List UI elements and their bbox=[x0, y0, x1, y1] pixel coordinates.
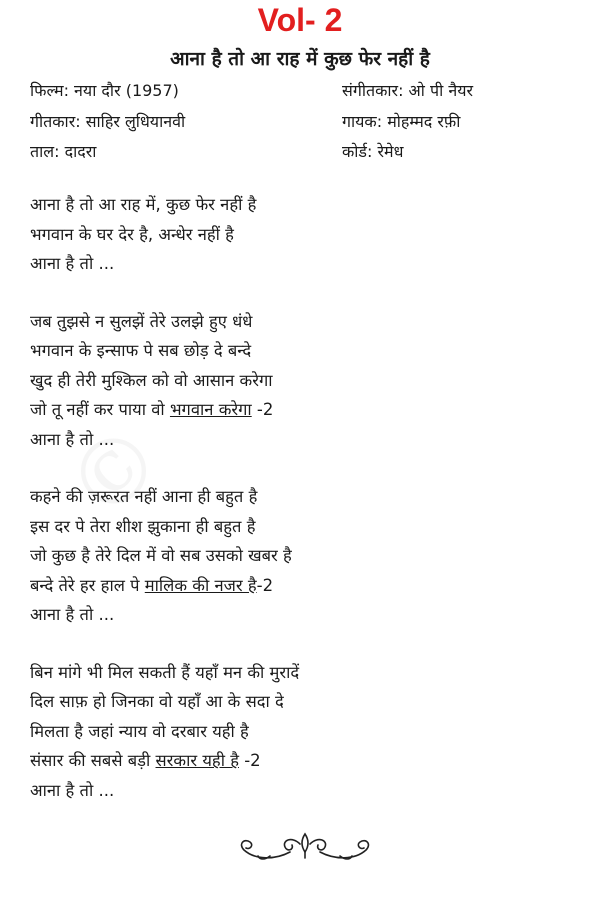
lyric-text: कहने की ज़रूरत नहीं आना ही बहुत है bbox=[30, 487, 258, 506]
lyric-line bbox=[30, 190, 590, 220]
lyric-line bbox=[30, 425, 590, 455]
lyric-text: जो तू नहीं कर पाया वो bbox=[30, 400, 170, 419]
repeat-marker: -2 bbox=[238, 751, 261, 770]
stanza bbox=[30, 658, 590, 806]
lyric-text: जब तुझसे न सुलझें तेरे उलझे हुए धंधे bbox=[30, 311, 253, 331]
lyric-text: दिल साफ़ हो जिनका वो यहाँ आ के सदा दे bbox=[30, 692, 284, 711]
lyric-text: भगवान के घर देर है, अन्धेर नहीं है bbox=[30, 224, 234, 244]
lyric-text: आना है तो ... bbox=[30, 254, 115, 273]
lyric-line bbox=[30, 717, 590, 747]
lyric-line bbox=[30, 541, 590, 571]
music-director-info: संगीतकार: ओ पी नैयर bbox=[342, 81, 474, 100]
lyric-text: आना है तो ... bbox=[30, 605, 115, 624]
stanza bbox=[30, 307, 590, 455]
lyric-line bbox=[30, 482, 590, 512]
lyric-text: मिलता है जहां न्याय वो दरबार यही है bbox=[30, 721, 249, 741]
lyric-line bbox=[30, 512, 590, 542]
decorative-flourish-icon bbox=[230, 826, 380, 866]
lyric-line bbox=[30, 395, 590, 425]
lyric-text: खुद ही तेरी मुश्किल को वो आसान करेगा bbox=[30, 370, 273, 390]
lyric-line bbox=[30, 600, 590, 630]
lyric-line bbox=[30, 746, 590, 776]
lyric-line bbox=[30, 366, 590, 396]
chord-info: कोर्ड: रेमेध bbox=[342, 142, 404, 161]
lyric-line bbox=[30, 336, 590, 366]
lyric-line bbox=[30, 249, 590, 279]
underlined-lyric-text: भगवान करेगा bbox=[169, 400, 252, 419]
repeat-marker: -2 bbox=[256, 575, 274, 595]
stanza bbox=[30, 482, 590, 630]
underlined-lyric-text: मालिक की नजर है bbox=[144, 575, 257, 595]
volume-label: Vol- 2 bbox=[257, 2, 343, 38]
lyric-text: आना है तो ... bbox=[30, 429, 115, 449]
film-info: फिल्म: नया दौर (1957) bbox=[30, 81, 179, 100]
song-title: आना है तो आ राह में कुछ फेर नहीं है bbox=[170, 48, 430, 70]
stanza bbox=[30, 190, 590, 279]
lyric-line bbox=[30, 307, 590, 337]
singer-info: गायक: मोहम्मद रफ़ी bbox=[342, 112, 461, 131]
lyric-text: आना है तो आ राह में, कुछ फेर नहीं है bbox=[30, 195, 257, 214]
lyric-text: इस दर पे तेरा शीश झुकाना ही बहुत है bbox=[30, 516, 256, 536]
lyric-text: भगवान के इन्साफ पे सब छोड़ दे बन्दे bbox=[30, 341, 252, 360]
lyric-line bbox=[30, 220, 590, 250]
lyric-line bbox=[30, 658, 590, 688]
underlined-lyric-text: सरकार यही है bbox=[155, 751, 239, 770]
lyric-line bbox=[30, 687, 590, 717]
lyric-text: संसार की सबसे बड़ी bbox=[30, 751, 156, 770]
repeat-marker: -2 bbox=[251, 400, 274, 419]
lyric-text: जो कुछ है तेरे दिल में वो सब उसको खबर है bbox=[30, 546, 292, 565]
lyricist-info: गीतकार: साहिर लुधियानवी bbox=[30, 112, 186, 131]
lyric-text: बिन मांगे भी मिल सकती हैं यहाँ मन की मुरादें bbox=[30, 662, 300, 682]
lyric-text: आना है तो ... bbox=[30, 780, 115, 800]
lyrics-body bbox=[30, 190, 590, 833]
taal-info: ताल: दादरा bbox=[30, 142, 97, 161]
lyric-text: बन्दे तेरे हर हाल पे bbox=[30, 575, 145, 595]
lyric-line bbox=[30, 571, 590, 601]
lyric-line bbox=[30, 776, 590, 806]
